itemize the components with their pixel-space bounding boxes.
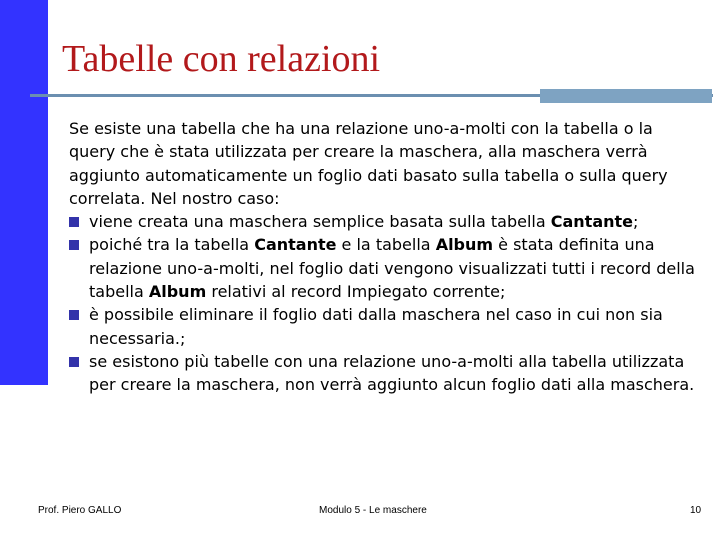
footer-module: Modulo 5 - Le maschere xyxy=(319,505,427,516)
footer-author: Prof. Piero GALLO xyxy=(38,505,122,516)
slide-title: Tabelle con relazioni xyxy=(62,38,381,80)
list-item: poiché tra la tabella Cantante e la tabella Album è stata definita una relazione uno-a-molti, nel foglio dati vengono visualizzati tutti i record della tabella Album relativi al record Impiegato corrente; xyxy=(69,233,699,303)
bullet-list xyxy=(69,210,699,396)
square-bullet-icon xyxy=(69,357,79,367)
intro-paragraph: Se esiste una tabella che ha una relazione uno-a-molti con la tabella o la query che è stata utilizzata per creare la maschera, alla maschera verrà aggiunto automaticamente un foglio dati basato sulla tabella o sulla query correlata. Nel nostro caso: xyxy=(69,119,668,208)
list-item: se esistono più tabelle con una relazione uno-a-molti alla tabella utilizzata per creare la maschera, non verrà aggiunto alcun foglio dati alla maschera. xyxy=(69,350,699,397)
square-bullet-icon xyxy=(69,240,79,250)
list-item: viene creata una maschera semplice basata sulla tabella Cantante; xyxy=(69,210,699,233)
square-bullet-icon xyxy=(69,217,79,227)
slide-body xyxy=(69,117,699,397)
square-bullet-icon xyxy=(69,310,79,320)
list-item: è possibile eliminare il foglio dati dalla maschera nel caso in cui non sia necessaria.; xyxy=(69,303,699,350)
title-underline-accent xyxy=(540,89,712,103)
left-accent-bar xyxy=(0,0,48,385)
page-number: 10 xyxy=(690,505,702,516)
